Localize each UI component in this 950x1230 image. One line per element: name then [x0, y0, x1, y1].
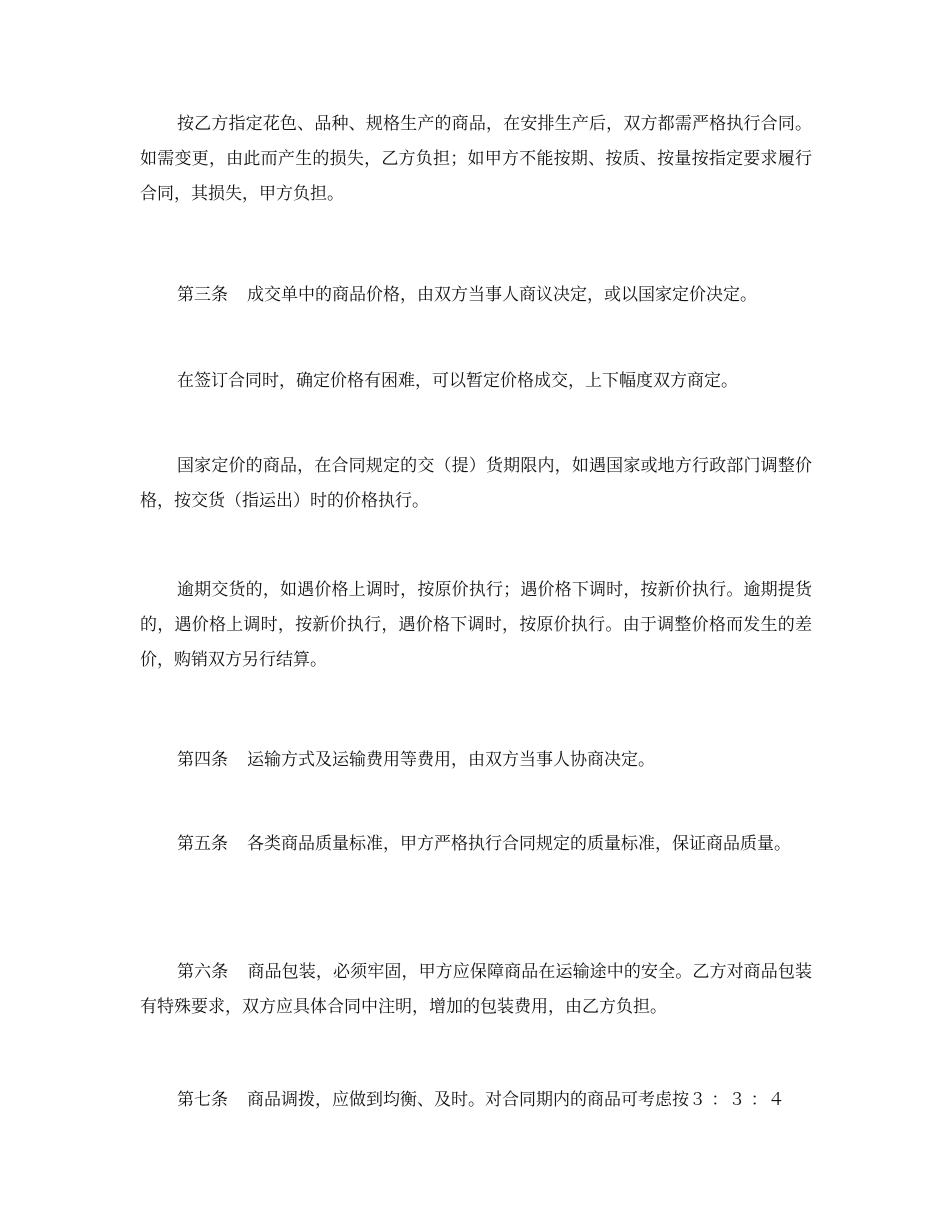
article-number: 第七条 [177, 1090, 228, 1110]
article-text: 商品调拨，应做到均衡、及时。对合同期内的商品可考虑按３ ：３ ：４ [247, 1090, 785, 1110]
article-text: 商品包装，必须牢固，甲方应保障商品在运输途中的安全。乙方对商品包装有特殊要求，双方应具体合同中注明，增加的包装费用，由乙方负担。 [140, 962, 813, 1017]
article-text: 各类商品质量标准，甲方严格执行合同规定的质量标准，保证商品质量。 [247, 834, 791, 854]
paragraph-article-3 [140, 278, 812, 313]
article-text: 运输方式及运输费用等费用，由双方当事人协商决定。 [247, 750, 655, 770]
article-number: 第五条 [177, 834, 228, 854]
paragraph-article-6 [140, 955, 812, 1025]
paragraph-article-4 [140, 743, 812, 778]
paragraph-state-price: 国家定价的商品，在合同规定的交（提）货期限内，如遇国家或地方行政部门调整价格，按交货（指运出）时的价格执行。 [140, 456, 812, 511]
paragraph-provisional-price: 在签订合同时，确定价格有困难，可以暂定价格成交，上下幅度双方商定。 [177, 371, 738, 391]
article-number: 第四条 [177, 750, 228, 770]
article-number: 第六条 [177, 962, 229, 982]
paragraph-article-5 [140, 827, 812, 862]
paragraph-article-7 [140, 1083, 812, 1118]
paragraph-late-delivery: 逾期交货的，如遇价格上调时，按原价执行；遇价格下调时，按新价执行。逾期提货的，遇价格上调时，按新价执行，遇价格下调时，按原价执行。由于调整价格而发生的差价，购销双方另行结算。 [140, 580, 812, 670]
article-number: 第三条 [177, 285, 228, 305]
article-text: 成交单中的商品价格，由双方当事人商议决定，或以国家定价决定。 [247, 285, 757, 305]
paragraph-custom-goods: 按乙方指定花色、品种、规格生产的商品，在安排生产后，双方都需严格执行合同。如需变更，由此而产生的损失，乙方负担；如甲方不能按期、按质、按量按指定要求履行合同，其损失，甲方负担。 [140, 114, 812, 204]
